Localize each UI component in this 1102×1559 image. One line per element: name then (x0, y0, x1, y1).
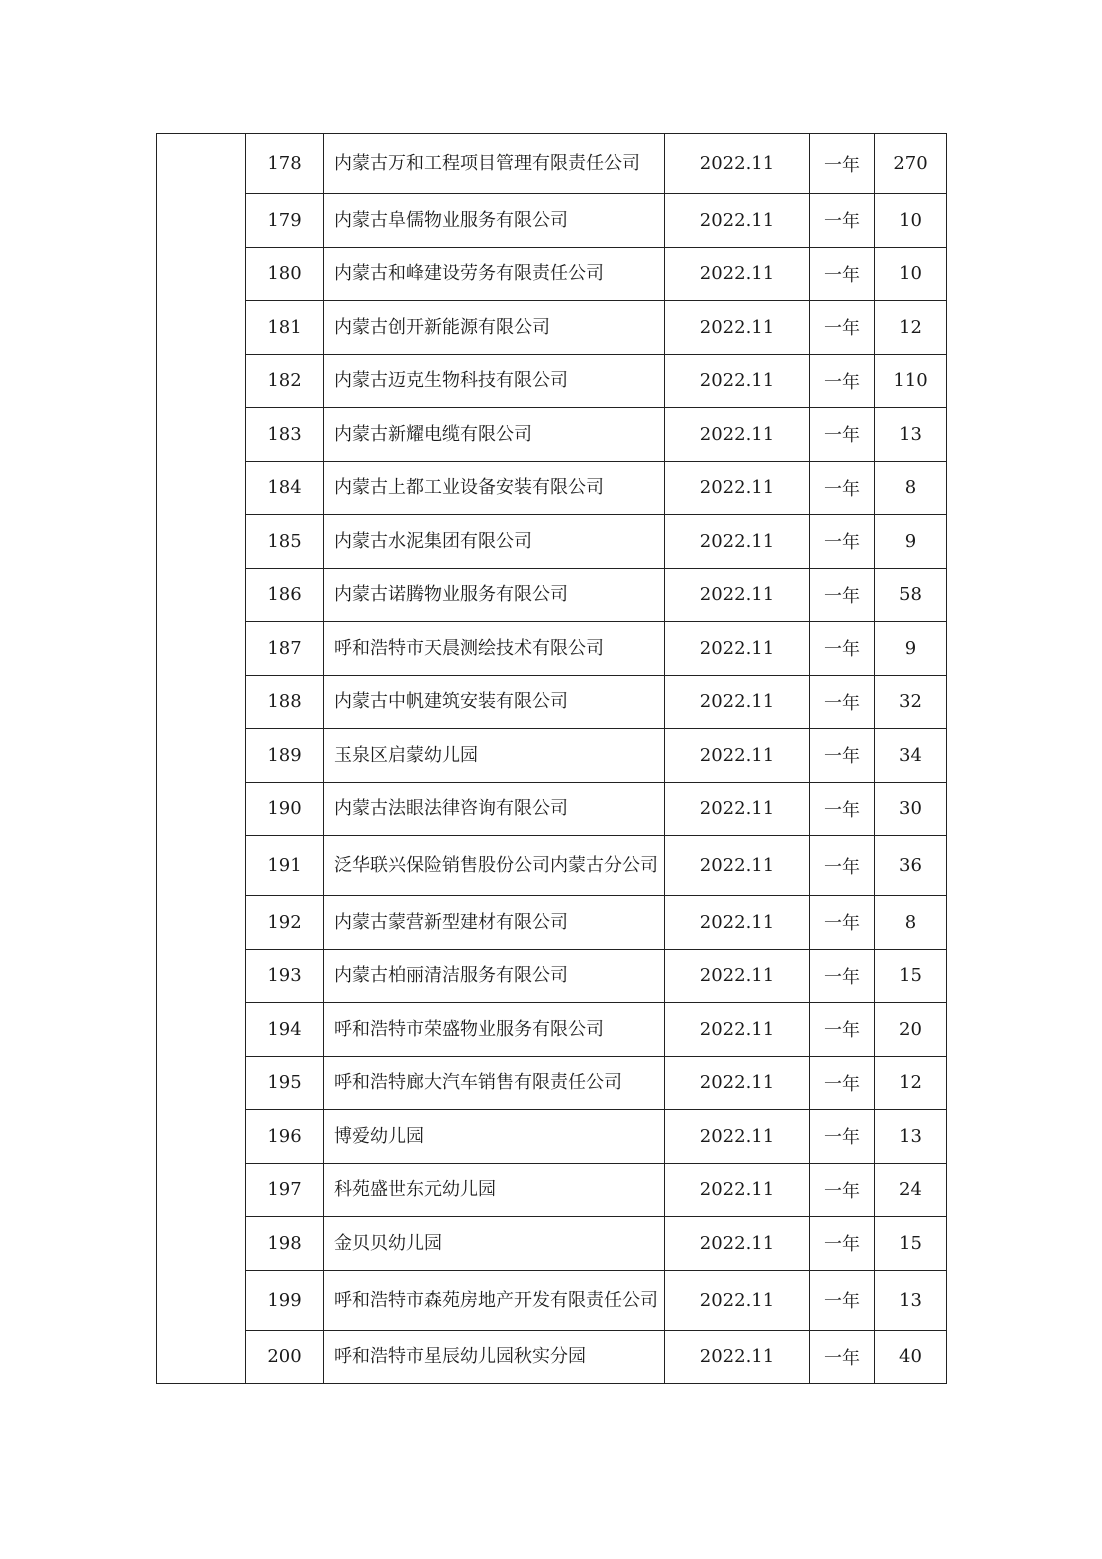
term-length: 一年 (810, 568, 875, 622)
headcount: 12 (875, 301, 947, 355)
company-name: 内蒙古上都工业设备安装有限公司 (324, 461, 665, 515)
table-row (157, 782, 947, 836)
start-date: 2022.11 (665, 515, 810, 569)
row-number: 180 (246, 247, 324, 301)
table-row (157, 1003, 947, 1057)
headcount: 15 (875, 949, 947, 1003)
table-row (157, 1217, 947, 1271)
start-date: 2022.11 (665, 622, 810, 676)
start-date: 2022.11 (665, 1003, 810, 1057)
table-row (157, 949, 947, 1003)
start-date: 2022.11 (665, 354, 810, 408)
headcount: 13 (875, 408, 947, 462)
company-name: 内蒙古柏丽清洁服务有限公司 (324, 949, 665, 1003)
company-name: 呼和浩特廊大汽车销售有限责任公司 (324, 1056, 665, 1110)
headcount: 58 (875, 568, 947, 622)
term-length: 一年 (810, 408, 875, 462)
table-row (157, 1163, 947, 1217)
row-number: 198 (246, 1217, 324, 1271)
table-row (157, 1056, 947, 1110)
table-row (157, 675, 947, 729)
term-length: 一年 (810, 622, 875, 676)
row-number: 185 (246, 515, 324, 569)
headcount: 24 (875, 1163, 947, 1217)
row-number: 195 (246, 1056, 324, 1110)
company-name: 内蒙古蒙营新型建材有限公司 (324, 896, 665, 950)
table-row (157, 1330, 947, 1384)
headcount: 13 (875, 1270, 947, 1330)
term-length: 一年 (810, 1330, 875, 1384)
headcount: 36 (875, 836, 947, 896)
row-number: 196 (246, 1110, 324, 1164)
row-number: 191 (246, 836, 324, 896)
company-name: 呼和浩特市天晨测绘技术有限公司 (324, 622, 665, 676)
company-name: 呼和浩特市星辰幼儿园秋实分园 (324, 1330, 665, 1384)
term-length: 一年 (810, 1217, 875, 1271)
row-number: 186 (246, 568, 324, 622)
table-row (157, 134, 947, 194)
company-name: 内蒙古迈克生物科技有限公司 (324, 354, 665, 408)
term-length: 一年 (810, 461, 875, 515)
term-length: 一年 (810, 1003, 875, 1057)
start-date: 2022.11 (665, 568, 810, 622)
row-number: 182 (246, 354, 324, 408)
start-date: 2022.11 (665, 949, 810, 1003)
headcount: 40 (875, 1330, 947, 1384)
company-table (156, 133, 947, 1384)
term-length: 一年 (810, 836, 875, 896)
headcount: 9 (875, 622, 947, 676)
table-row (157, 896, 947, 950)
table-row (157, 515, 947, 569)
row-number: 200 (246, 1330, 324, 1384)
row-number: 187 (246, 622, 324, 676)
term-length: 一年 (810, 1163, 875, 1217)
start-date: 2022.11 (665, 782, 810, 836)
start-date: 2022.11 (665, 1330, 810, 1384)
start-date: 2022.11 (665, 836, 810, 896)
term-length: 一年 (810, 354, 875, 408)
headcount: 30 (875, 782, 947, 836)
start-date: 2022.11 (665, 194, 810, 248)
category-cell (157, 134, 246, 1384)
term-length: 一年 (810, 247, 875, 301)
start-date: 2022.11 (665, 1217, 810, 1271)
table-row (157, 408, 947, 462)
headcount: 8 (875, 896, 947, 950)
headcount: 9 (875, 515, 947, 569)
headcount: 20 (875, 1003, 947, 1057)
start-date: 2022.11 (665, 301, 810, 355)
term-length: 一年 (810, 782, 875, 836)
start-date: 2022.11 (665, 1110, 810, 1164)
company-name: 呼和浩特市荣盛物业服务有限公司 (324, 1003, 665, 1057)
headcount: 15 (875, 1217, 947, 1271)
start-date: 2022.11 (665, 1056, 810, 1110)
company-name: 博爱幼儿园 (324, 1110, 665, 1164)
start-date: 2022.11 (665, 896, 810, 950)
row-number: 199 (246, 1270, 324, 1330)
headcount: 34 (875, 729, 947, 783)
term-length: 一年 (810, 896, 875, 950)
table-row (157, 301, 947, 355)
row-number: 179 (246, 194, 324, 248)
headcount: 12 (875, 1056, 947, 1110)
term-length: 一年 (810, 675, 875, 729)
table-row (157, 354, 947, 408)
headcount: 13 (875, 1110, 947, 1164)
headcount: 8 (875, 461, 947, 515)
company-name: 泛华联兴保险销售股份公司内蒙古分公司 (324, 836, 665, 896)
headcount: 32 (875, 675, 947, 729)
company-name: 内蒙古法眼法律咨询有限公司 (324, 782, 665, 836)
company-name: 内蒙古创开新能源有限公司 (324, 301, 665, 355)
term-length: 一年 (810, 134, 875, 194)
start-date: 2022.11 (665, 247, 810, 301)
row-number: 184 (246, 461, 324, 515)
row-number: 188 (246, 675, 324, 729)
company-name: 内蒙古新耀电缆有限公司 (324, 408, 665, 462)
headcount: 110 (875, 354, 947, 408)
company-name: 内蒙古万和工程项目管理有限责任公司 (324, 134, 665, 194)
row-number: 190 (246, 782, 324, 836)
start-date: 2022.11 (665, 729, 810, 783)
row-number: 194 (246, 1003, 324, 1057)
table-row (157, 622, 947, 676)
row-number: 197 (246, 1163, 324, 1217)
table-row (157, 568, 947, 622)
start-date: 2022.11 (665, 408, 810, 462)
company-name: 呼和浩特市森苑房地产开发有限责任公司 (324, 1270, 665, 1330)
company-name: 内蒙古诺腾物业服务有限公司 (324, 568, 665, 622)
row-number: 192 (246, 896, 324, 950)
term-length: 一年 (810, 1056, 875, 1110)
term-length: 一年 (810, 949, 875, 1003)
table-row (157, 194, 947, 248)
row-number: 181 (246, 301, 324, 355)
table-row (157, 247, 947, 301)
table-row (157, 1110, 947, 1164)
company-name: 金贝贝幼儿园 (324, 1217, 665, 1271)
row-number: 178 (246, 134, 324, 194)
company-name: 玉泉区启蒙幼儿园 (324, 729, 665, 783)
start-date: 2022.11 (665, 1163, 810, 1217)
term-length: 一年 (810, 194, 875, 248)
start-date: 2022.11 (665, 675, 810, 729)
start-date: 2022.11 (665, 461, 810, 515)
company-name: 内蒙古阜儒物业服务有限公司 (324, 194, 665, 248)
table-row (157, 836, 947, 896)
headcount: 270 (875, 134, 947, 194)
start-date: 2022.11 (665, 134, 810, 194)
headcount: 10 (875, 247, 947, 301)
headcount: 10 (875, 194, 947, 248)
company-name: 内蒙古中帆建筑安装有限公司 (324, 675, 665, 729)
term-length: 一年 (810, 1270, 875, 1330)
table-row (157, 1270, 947, 1330)
company-name: 科苑盛世东元幼儿园 (324, 1163, 665, 1217)
row-number: 183 (246, 408, 324, 462)
company-name: 内蒙古水泥集团有限公司 (324, 515, 665, 569)
table-row (157, 461, 947, 515)
start-date: 2022.11 (665, 1270, 810, 1330)
term-length: 一年 (810, 301, 875, 355)
table-body (157, 134, 947, 1384)
row-number: 193 (246, 949, 324, 1003)
table-row (157, 729, 947, 783)
term-length: 一年 (810, 515, 875, 569)
term-length: 一年 (810, 1110, 875, 1164)
company-name: 内蒙古和峰建设劳务有限责任公司 (324, 247, 665, 301)
row-number: 189 (246, 729, 324, 783)
term-length: 一年 (810, 729, 875, 783)
